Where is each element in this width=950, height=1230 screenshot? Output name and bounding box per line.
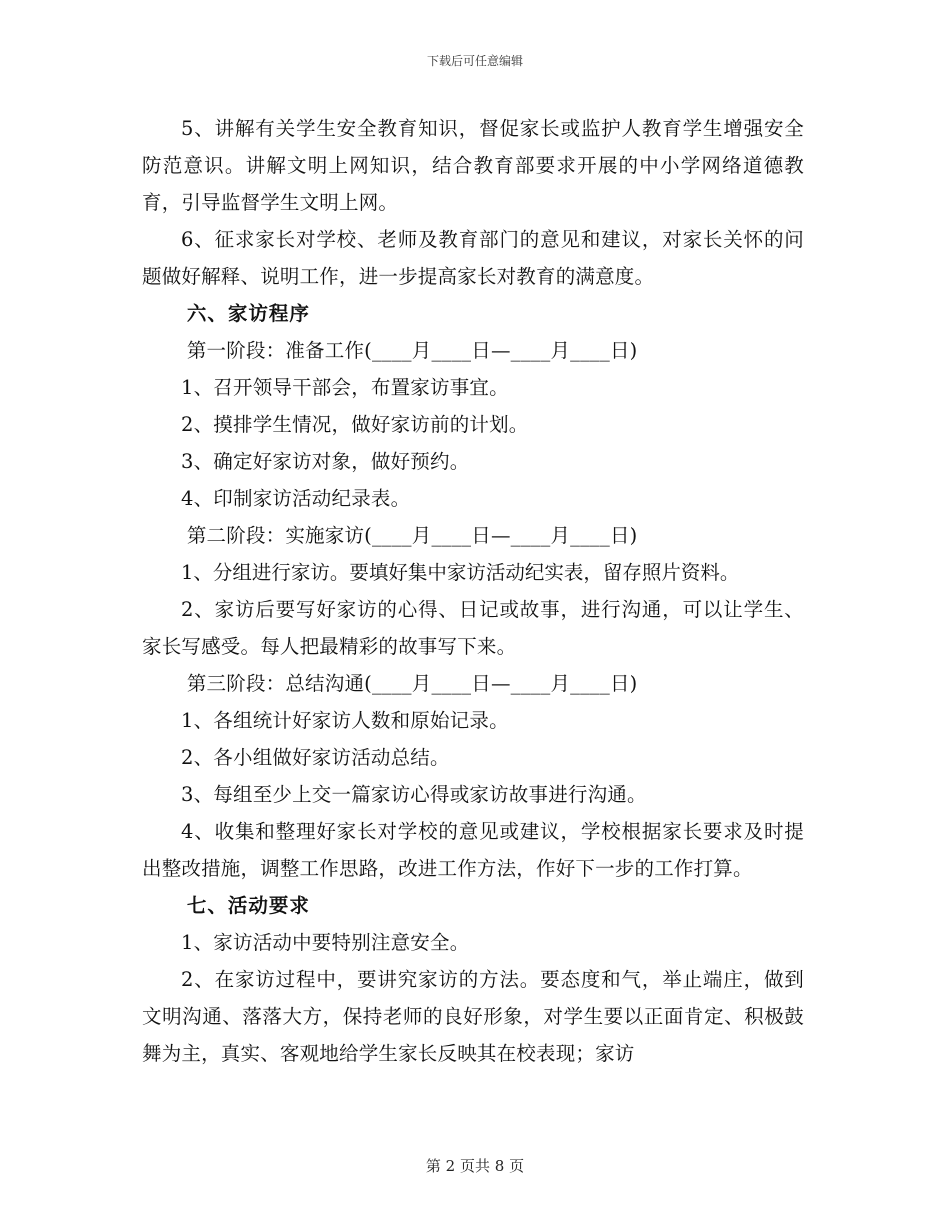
stage-three-item-1: 1、各组统计好家访人数和原始记录。: [181, 709, 509, 732]
page-header: 下载后可任意编辑: [426, 54, 523, 68]
stage-one-item-3: 3、确定好家访对象，做好预约。: [181, 450, 470, 473]
stage-one-item-4: 4、印制家访活动纪录表。: [181, 487, 411, 510]
requirement-item-1: 1、家访活动中要特别注意安全。: [181, 931, 470, 954]
paragraph-item-5-safety-education: 5、讲解有关学生安全教育知识，督促家长或监护人教育学生增强安全防范意识。讲解文明上网知识，结合教育部要求开展的中小学网络道德教育，引导监督学生文明上网。: [142, 117, 804, 214]
page-number-footer: 第 2 页共 8 页: [425, 1157, 525, 1175]
stage-one-item-2: 2、摸排学生情况，做好家访前的计划。: [181, 413, 529, 436]
section-heading-visit-procedure: 六、家访程序: [186, 302, 310, 325]
section-heading-activity-requirements: 七、活动要求: [186, 894, 310, 917]
paragraph-item-6-parent-feedback: 6、征求家长对学校、老师及教育部门的意见和建议，对家长关怀的问题做好解释、说明工作，进一步提高家长对教育的满意度。: [142, 228, 804, 288]
document-body: [142, 110, 804, 1072]
stage-one-heading: 第一阶段：准备工作(____月____日—____月____日): [186, 339, 638, 362]
stage-three-item-2: 2、各小组做好家访活动总结。: [181, 746, 450, 769]
requirement-item-2: 2、在家访过程中，要讲究家访的方法。要态度和气，举止端庄，做到文明沟通、落落大方，保持老师的良好形象，对学生要以正面肯定、积极鼓舞为主，真实、客观地给学生家长反映其在校表现；家访: [142, 968, 804, 1065]
stage-two-item-2: 2、家访后要写好家访的心得、日记或故事，进行沟通，可以让学生、家长写感受。每人把最精彩的故事写下来。: [142, 598, 804, 658]
stage-three-item-4: 4、收集和整理好家长对学校的意见或建议，学校根据家长要求及时提出整改措施，调整工作思路，改进工作方法，作好下一步的工作打算。: [142, 820, 804, 880]
stage-three-heading: 第三阶段：总结沟通(____月____日—____月____日): [186, 672, 638, 695]
stage-one-item-1: 1、召开领导干部会，布置家访事宜。: [181, 376, 509, 399]
stage-two-item-1: 1、分组进行家访。要填好集中家访活动纪实表，留存照片资料。: [181, 561, 740, 584]
stage-three-item-3: 3、每组至少上交一篇家访心得或家访故事进行沟通。: [181, 783, 647, 806]
stage-two-heading: 第二阶段：实施家访(____月____日—____月____日): [186, 524, 638, 547]
